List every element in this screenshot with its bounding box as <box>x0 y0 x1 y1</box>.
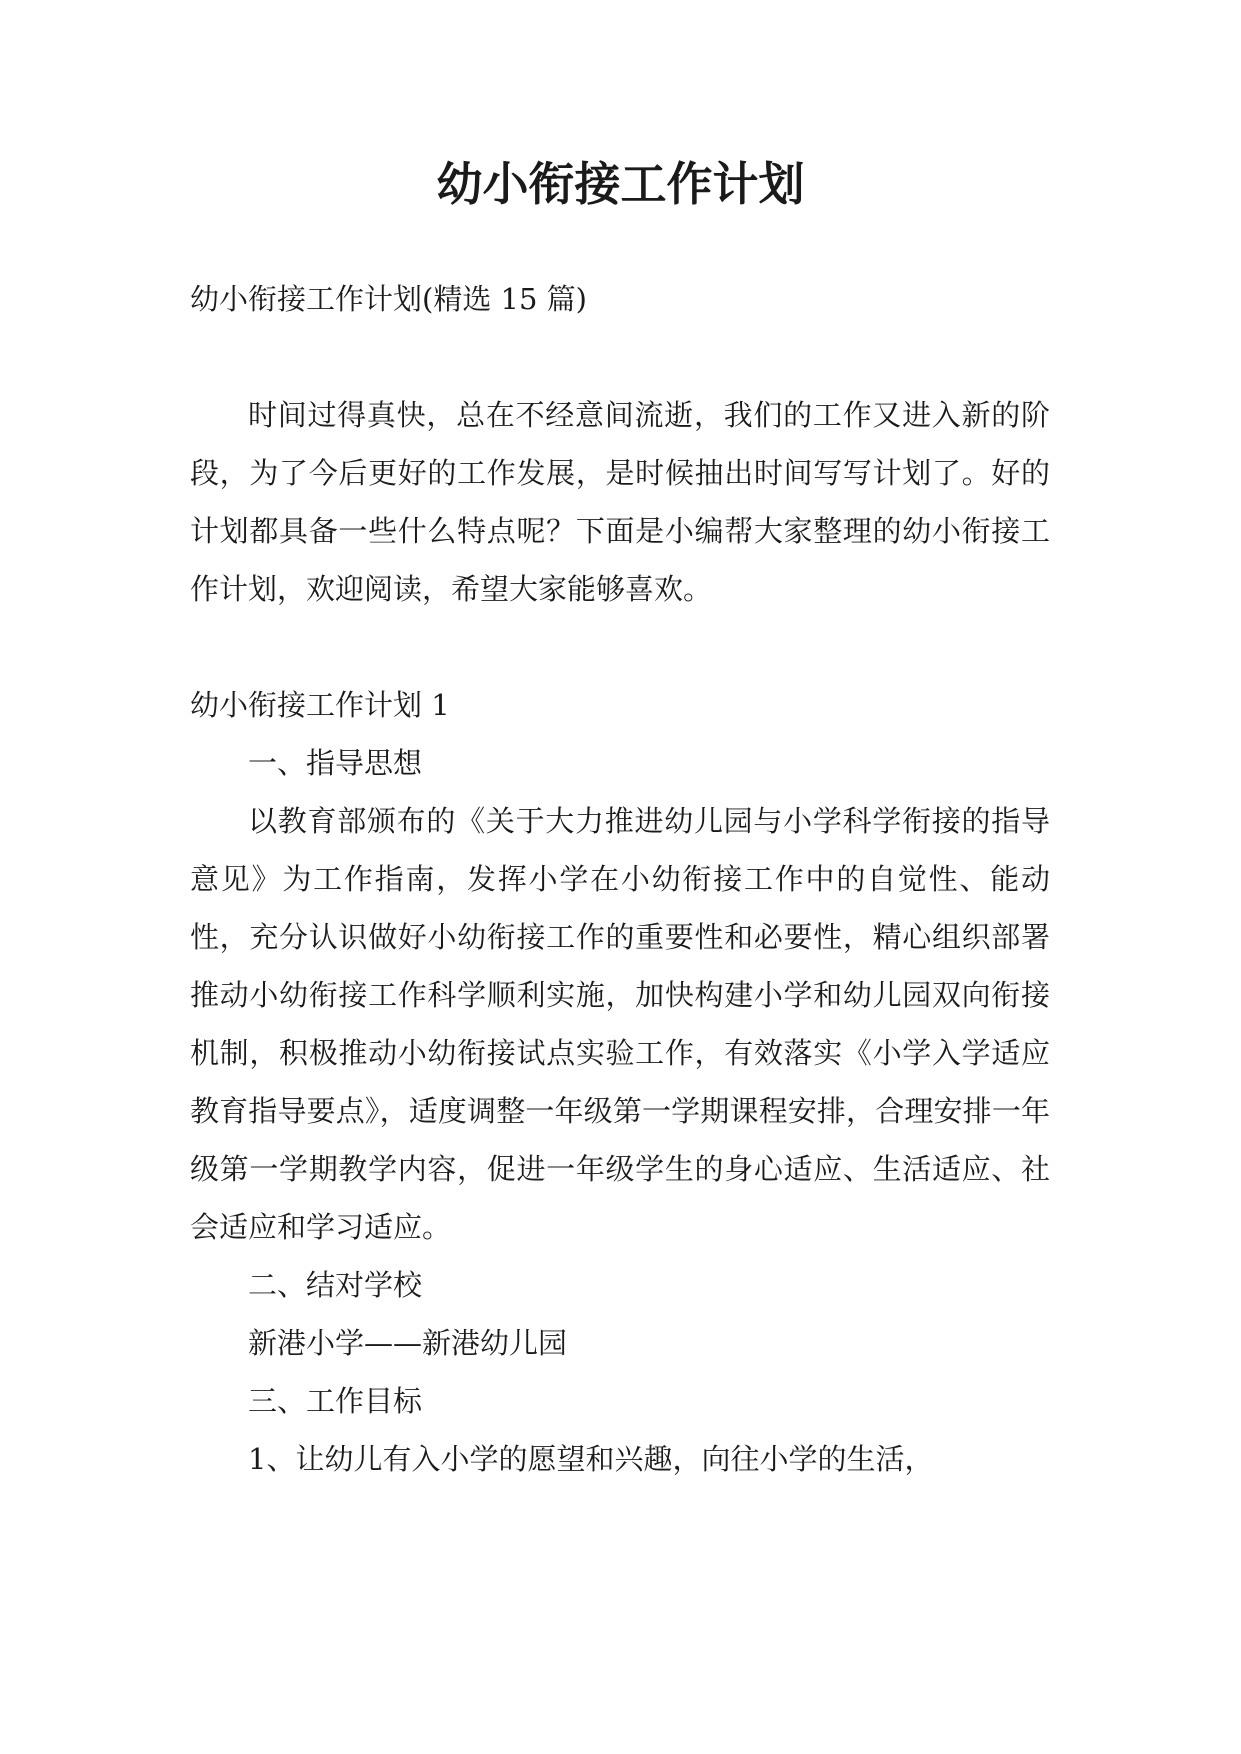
document-body <box>190 270 1050 1488</box>
heading-paired-schools: 二、结对学校 <box>248 1268 423 1302</box>
document-title: 幼小衔接工作计划 <box>436 157 805 211</box>
heading-work-goals: 三、工作目标 <box>248 1384 423 1418</box>
paragraph-work-goals: 1、让幼儿有入小学的愿望和兴趣，向往小学的生活， <box>248 1442 934 1476</box>
intro-paragraph: 时间过得真快，总在不经意间流逝，我们的工作又进入新的阶段，为了今后更好的工作发展，是时候抽出时间写写计划了。好的计划都具备一些什么特点呢？下面是小编帮大家整理的幼小衔接工作计划，欢迎阅读，希望大家能够喜欢。 <box>190 398 1050 606</box>
paragraph-paired-schools: 新港小学——新港幼儿园 <box>248 1326 568 1360</box>
paragraph-guiding-ideology: 以教育部颁布的《关于大力推进幼儿园与小学科学衔接的指导意见》为工作指南，发挥小学在小幼衔接工作中的自觉性、能动性，充分认识做好小幼衔接工作的重要性和必要性，精心组织部署推动小幼衔接工作科学顺利实施，加快构建小学和幼儿园双向衔接机制，积极推动小幼衔接试点实验工作，有效落实《小学入学适应教育指导要点》，适度调整一年级第一学期课程安排，合理安排一年级第一学期教学内容，促进一年级学生的身心适应、生活适应、社会适应和学习适应。 <box>190 804 1050 1244</box>
section-title: 幼小衔接工作计划 1 <box>190 688 450 722</box>
heading-guiding-ideology: 一、指导思想 <box>248 746 423 780</box>
document-subtitle: 幼小衔接工作计划(精选 15 篇) <box>190 282 587 316</box>
